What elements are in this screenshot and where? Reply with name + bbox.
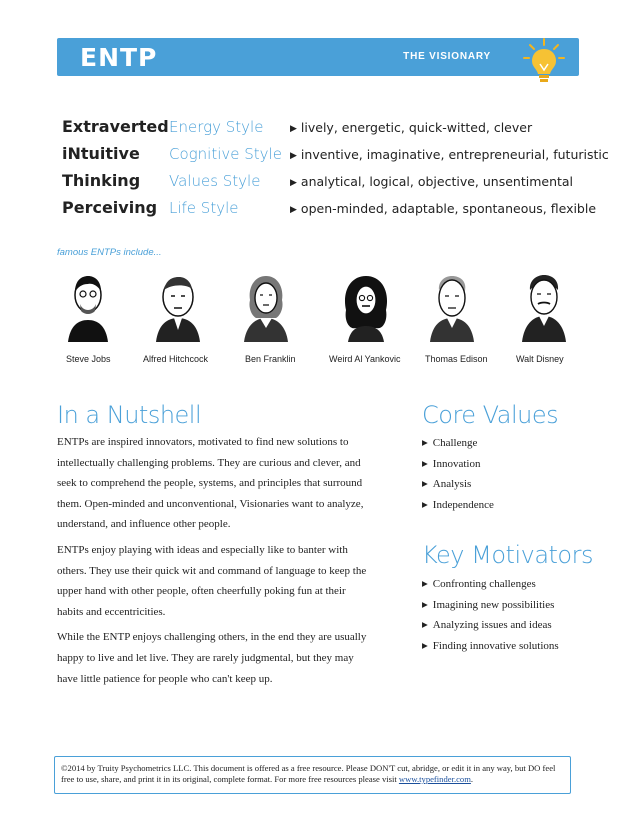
header-banner bbox=[57, 38, 579, 76]
nutshell-paragraph: ENTPs are inspired innovators, motivated to find new solutions to intellectually challenging problems. They are curious and clever, and seek to comprehend the people, systems, and principles that surround them. Open-minded and unconventional, Visionaries want to analyze, understand, and influence other people. bbox=[57, 436, 364, 531]
footer-text: ©2014 by Truity Psychometrics LLC. This document is offered as a free resource. Please DON'T cut, abridge, or edit it in any way, but DO feel free to use, share, and print it in its original, complete format. For more free resources please visit bbox=[61, 763, 556, 784]
trait-description: ▶ lively, energetic, quick-witted, clever bbox=[290, 120, 533, 135]
trait-dimension: Perceiving bbox=[62, 198, 158, 217]
caret-right-icon: ▶ bbox=[290, 151, 297, 161]
trait-dimension: iNtuitive bbox=[62, 144, 140, 163]
nutshell-paragraph: ENTPs enjoy playing with ideas and especially like to banter with others. They use their quick wit and command of language to keep the upper hand with other people, often cheerfully poking fun at their habits and eccentricities. bbox=[57, 543, 367, 618]
person-name: Thomas Edison bbox=[425, 354, 488, 364]
list-item: ▶ Analysis bbox=[422, 478, 472, 490]
lightbulb-icon bbox=[518, 36, 570, 88]
trait-row-perceiving bbox=[62, 198, 597, 224]
portrait-ben-franklin bbox=[240, 270, 292, 342]
caret-right-icon: ▶ bbox=[290, 205, 297, 215]
caret-right-icon: ▶ bbox=[422, 479, 428, 488]
list-item: ▶ Challenge bbox=[422, 437, 478, 449]
person-name: Walt Disney bbox=[516, 354, 564, 364]
footer-end: . bbox=[470, 774, 474, 784]
type-nickname: THE VISIONARY bbox=[403, 51, 491, 62]
trait-style: Life Style bbox=[169, 199, 239, 217]
trait-description: ▶ inventive, imaginative, entrepreneurial, futuristic bbox=[290, 147, 609, 162]
nutshell-body bbox=[57, 432, 369, 694]
list-item: ▶ Confronting challenges bbox=[422, 578, 536, 590]
key-motivators-heading: Key Motivators bbox=[422, 541, 593, 569]
caret-right-icon: ▶ bbox=[290, 178, 297, 188]
portrait-weird-al-yankovic bbox=[340, 270, 392, 342]
core-values-list bbox=[422, 433, 494, 515]
caret-right-icon: ▶ bbox=[422, 620, 428, 629]
caret-right-icon: ▶ bbox=[290, 124, 297, 134]
copyright-footer bbox=[54, 756, 571, 794]
person-name: Ben Franklin bbox=[245, 354, 296, 364]
person-name: Steve Jobs bbox=[66, 354, 111, 364]
trait-dimension: Extraverted bbox=[62, 117, 169, 136]
nutshell-heading: In a Nutshell bbox=[57, 401, 202, 429]
list-item: ▶ Innovation bbox=[422, 457, 481, 470]
list-item: ▶ Imagining new possibilities bbox=[422, 598, 555, 611]
key-motivators-list bbox=[422, 574, 559, 656]
person-name: Weird Al Yankovic bbox=[329, 354, 401, 364]
person-name: Alfred Hitchcock bbox=[143, 354, 209, 364]
caret-right-icon: ▶ bbox=[422, 499, 428, 509]
caret-right-icon: ▶ bbox=[422, 640, 428, 650]
trait-style: Cognitive Style bbox=[169, 145, 282, 163]
nutshell-paragraph: While the ENTP enjoys challenging others, in the end they are usually happy to live and let live. They are rarely judgmental, but they may have little patience for people who can't keep up. bbox=[57, 631, 367, 685]
core-values-heading: Core Values bbox=[422, 401, 559, 429]
trait-description: ▶ open-minded, adaptable, spontaneous, flexible bbox=[290, 201, 597, 216]
list-item: ▶ Independence bbox=[422, 498, 494, 511]
trait-row-intuitive bbox=[62, 144, 609, 170]
caret-right-icon: ▶ bbox=[422, 438, 428, 447]
trait-style: Energy Style bbox=[169, 118, 264, 136]
typefinder-link[interactable]: www.typefinder.com bbox=[398, 774, 471, 784]
trait-row-extraverted bbox=[62, 117, 582, 143]
trait-description: ▶ analytical, logical, objective, unsentimental bbox=[290, 174, 574, 189]
list-item: ▶ Finding innovative solutions bbox=[422, 639, 559, 652]
portrait-steve-jobs bbox=[62, 270, 114, 342]
trait-style: Values Style bbox=[169, 172, 261, 190]
caret-right-icon: ▶ bbox=[422, 458, 428, 468]
famous-label: famous ENTPs include... bbox=[57, 247, 162, 258]
trait-row-thinking bbox=[62, 171, 582, 197]
portrait-thomas-edison bbox=[426, 270, 478, 342]
portrait-walt-disney bbox=[518, 270, 570, 342]
caret-right-icon: ▶ bbox=[422, 599, 428, 609]
trait-dimension: Thinking bbox=[62, 171, 141, 190]
caret-right-icon: ▶ bbox=[422, 579, 428, 588]
list-item: ▶ Analyzing issues and ideas bbox=[422, 619, 552, 631]
portrait-alfred-hitchcock bbox=[152, 270, 204, 342]
type-code: ENTP bbox=[80, 43, 158, 72]
